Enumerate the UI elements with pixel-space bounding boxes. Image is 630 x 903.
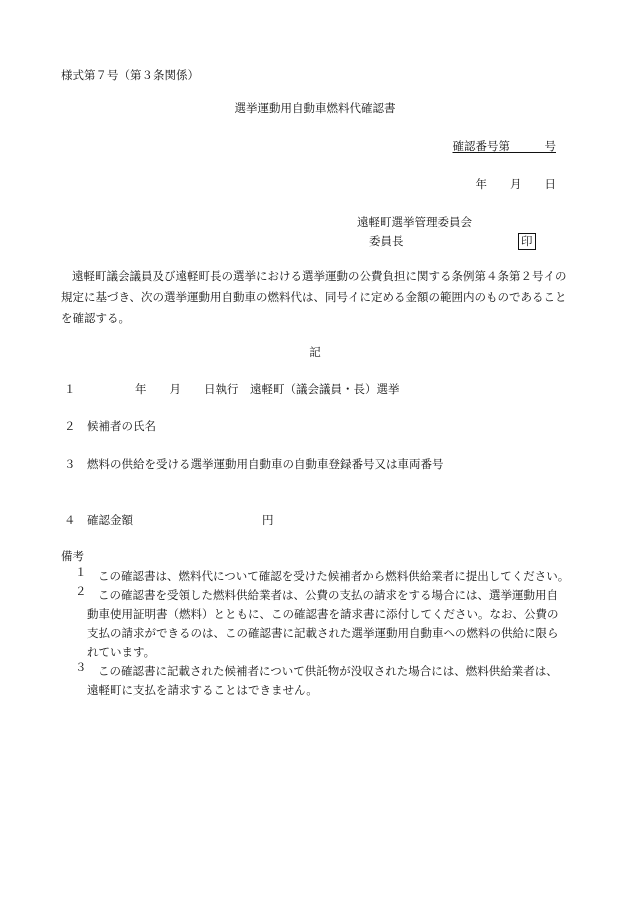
note-text: この確認書に記載された候補者について供託物が没収された場合には、燃料供給業者は、遠軽町に支払を請求することはできません。 <box>87 664 558 697</box>
issuer-role: 委員長 <box>369 234 404 248</box>
item-candidate-name: 候補者の氏名 <box>87 419 156 433</box>
note-number: ２ <box>75 584 87 598</box>
item-election: 年 月 日執行 遠軽町（議会議員・長）選挙 <box>135 382 400 396</box>
note-text: この確認書は、燃料代について確認を受けた候補者から燃料供給業者に提出してください。 <box>98 569 570 583</box>
item-confirmed-amount: 確認金額 <box>87 513 133 527</box>
notes-heading: 備考 <box>61 549 84 563</box>
amount-unit: 円 <box>262 513 274 527</box>
item-vehicle-number: 燃料の供給を受ける選挙運動用自動車の自動車登録番号又は車両番号 <box>87 457 444 471</box>
note-text: この確認書を受領した燃料供給業者は、公費の支払の請求をする場合には、選挙運動用自動車使用証明書（燃料）とともに、この確認書を請求書に添付してください。なお、公費の支払の請求ができるのは、この確認書に記載された選挙運動用自動車への燃料の供給に限られています。 <box>87 588 559 659</box>
item-number: ３ <box>64 457 76 471</box>
item-number: ２ <box>64 419 76 433</box>
seal-text: 印 <box>518 233 536 250</box>
ki-heading: 記 <box>309 345 321 359</box>
confirmation-number: 確認番号第 号 <box>452 139 556 153</box>
issue-date: 年 月 日 <box>475 177 556 191</box>
body-paragraph: 遠軽町議会議員及び遠軽町長の選挙における選挙運動の公費負担に関する条例第４条第２号イの規定に基づき、次の選挙運動用自動車の燃料代は、同号イに定める金額の範囲内のものであることを確認する。 <box>61 269 567 325</box>
item-number: １ <box>64 382 76 396</box>
issuer-organization: 遠軽町選挙管理委員会 <box>357 215 472 229</box>
item-number: ４ <box>64 513 76 527</box>
document-title: 選挙運動用自動車燃料代確認書 <box>234 101 396 115</box>
form-number: 様式第７号（第３条関係） <box>61 68 199 82</box>
seal-mark <box>518 233 536 250</box>
note-number: １ <box>75 565 87 579</box>
note-number: ３ <box>75 660 87 674</box>
